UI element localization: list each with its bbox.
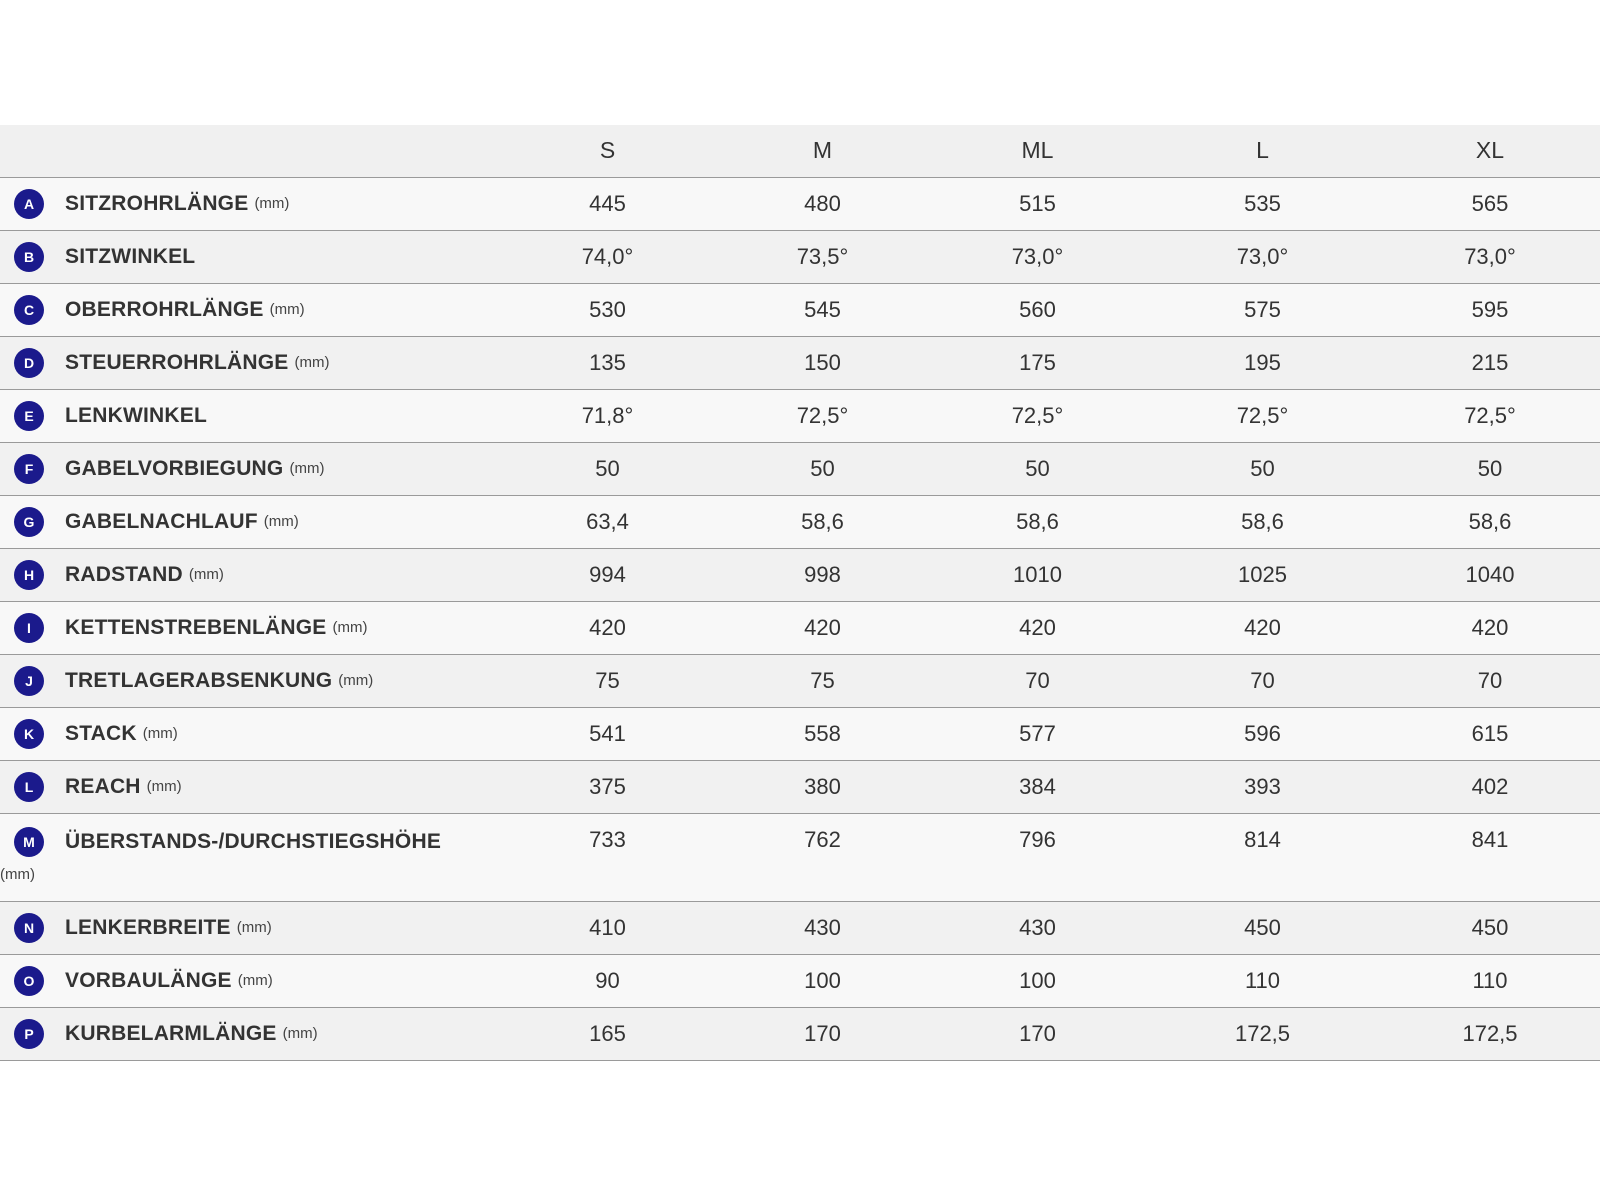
row-value-cell: 73,0° <box>1464 243 1516 269</box>
row-label-cell <box>0 283 500 336</box>
row-value-cell: 577 <box>1019 720 1056 746</box>
row-label-cell <box>0 954 500 1007</box>
row-label-cell <box>0 813 500 901</box>
row-unit: (mm) <box>142 725 178 742</box>
row-label-cell <box>0 901 500 954</box>
row-value-cell: 430 <box>1019 914 1056 940</box>
row-value-cell: 420 <box>1019 614 1056 640</box>
row-measurement-name: RADSTAND <box>65 562 183 586</box>
row-value-cell: 596 <box>1244 720 1281 746</box>
geometry-table-body <box>0 177 1600 1060</box>
table-row <box>0 654 1600 707</box>
row-value-cell: 100 <box>804 967 841 993</box>
row-label-cell <box>0 389 500 442</box>
row-letter-badge: L <box>14 772 44 802</box>
row-label <box>0 560 500 590</box>
row-measurement-name: LENKERBREITE <box>65 915 231 939</box>
row-value-cell: 215 <box>1471 349 1509 375</box>
table-row <box>0 707 1600 760</box>
row-value-cell: 50 <box>1250 455 1275 481</box>
row-label-cell <box>0 336 500 389</box>
table-row <box>0 813 1600 901</box>
row-label <box>0 666 500 696</box>
row-value-cell: 50 <box>1477 455 1503 481</box>
header-size-ml: ML <box>1021 137 1054 164</box>
row-unit: (mm) <box>146 778 182 795</box>
row-value-cell: 100 <box>1019 967 1056 993</box>
row-unit: (mm) <box>294 354 330 371</box>
row-measurement-name: STEUERROHRLÄNGE <box>65 350 289 374</box>
row-value-cell: 796 <box>1019 826 1056 852</box>
row-value-cell: 420 <box>804 614 841 640</box>
geometry-table-header <box>0 125 1600 177</box>
row-unit: (mm) <box>269 301 305 318</box>
row-value-cell: 73,5° <box>796 243 849 269</box>
row-value-cell: 150 <box>804 349 841 375</box>
row-value-cell: 420 <box>1471 614 1509 640</box>
row-label <box>0 913 500 943</box>
row-value-cell: 994 <box>589 561 626 587</box>
row-value-cell: 58,6 <box>1016 508 1059 534</box>
row-value-cell: 165 <box>589 1020 626 1046</box>
table-row <box>0 230 1600 283</box>
row-value-cell: 50 <box>810 455 835 481</box>
row-label <box>0 772 500 802</box>
row-letter-badge: P <box>14 1019 44 1049</box>
row-label <box>0 189 500 219</box>
table-row <box>0 389 1600 442</box>
row-value-cell: 72,5° <box>796 402 849 428</box>
row-value-cell: 90 <box>595 967 620 993</box>
row-value-cell: 445 <box>589 190 626 216</box>
row-value-cell: 74,0° <box>581 243 634 269</box>
table-row <box>0 283 1600 336</box>
row-unit: (mm) <box>289 460 325 477</box>
row-value-cell: 558 <box>804 720 841 746</box>
row-letter-badge: A <box>14 189 44 219</box>
table-row <box>0 760 1600 813</box>
row-value-cell: 72,5° <box>1011 402 1064 428</box>
row-label <box>0 401 500 431</box>
table-row <box>0 548 1600 601</box>
row-label-cell <box>0 548 500 601</box>
geometry-table <box>0 125 1600 1061</box>
row-value-cell: 565 <box>1471 190 1509 216</box>
row-unit: (mm) <box>236 919 272 936</box>
row-value-cell: 50 <box>1025 455 1050 481</box>
row-unit: (mm) <box>282 1025 318 1042</box>
row-label <box>0 613 500 643</box>
row-value-cell: 420 <box>1244 614 1281 640</box>
row-label-cell <box>0 177 500 230</box>
row-letter-badge: E <box>14 401 44 431</box>
table-row <box>0 601 1600 654</box>
row-measurement-name: STACK <box>65 721 137 745</box>
row-value-cell: 50 <box>595 455 620 481</box>
row-value-cell: 75 <box>595 667 620 693</box>
table-row <box>0 495 1600 548</box>
row-value-cell: 1040 <box>1465 561 1515 587</box>
row-letter-badge: O <box>14 966 44 996</box>
row-letter-badge: I <box>14 613 44 643</box>
table-row <box>0 442 1600 495</box>
row-letter-badge: N <box>14 913 44 943</box>
row-unit: (mm) <box>332 619 368 636</box>
row-label <box>0 242 500 272</box>
row-value-cell: 530 <box>589 296 626 322</box>
row-measurement-name: GABELNACHLAUF <box>65 509 258 533</box>
row-letter-badge: J <box>14 666 44 696</box>
row-value-cell: 430 <box>804 914 841 940</box>
row-label-cell <box>0 230 500 283</box>
row-value-cell: 384 <box>1019 773 1056 799</box>
row-value-cell: 515 <box>1019 190 1056 216</box>
row-measurement-name: OBERROHRLÄNGE <box>65 297 264 321</box>
row-letter-badge: D <box>14 348 44 378</box>
row-value-cell: 393 <box>1244 773 1281 799</box>
row-value-cell: 1010 <box>1013 561 1062 587</box>
row-value-cell: 170 <box>804 1020 841 1046</box>
row-value-cell: 135 <box>589 349 626 375</box>
row-value-cell: 195 <box>1244 349 1281 375</box>
table-row <box>0 954 1600 1007</box>
row-value-cell: 841 <box>1471 826 1509 852</box>
row-label <box>0 295 500 325</box>
row-value-cell: 535 <box>1244 190 1281 216</box>
table-row <box>0 901 1600 954</box>
row-label-cell <box>0 442 500 495</box>
row-value-cell: 402 <box>1471 773 1509 799</box>
row-value-cell: 450 <box>1471 914 1509 940</box>
row-value-cell: 70 <box>1250 667 1275 693</box>
row-label <box>0 454 500 484</box>
row-measurement-name: KURBELARMLÄNGE <box>65 1021 277 1045</box>
row-letter-badge: H <box>14 560 44 590</box>
row-value-cell: 58,6 <box>1241 508 1284 534</box>
row-letter-badge: C <box>14 295 44 325</box>
row-value-cell: 545 <box>804 296 841 322</box>
row-unit: (mm) <box>237 972 273 989</box>
header-size-xl: XL <box>1475 137 1505 164</box>
row-label <box>0 966 500 996</box>
header-size-s: S <box>599 137 616 164</box>
row-label-cell <box>0 495 500 548</box>
row-unit: (mm) <box>188 566 224 583</box>
row-value-cell: 375 <box>589 773 626 799</box>
header-label-cell <box>0 125 500 177</box>
row-unit: (mm) <box>338 672 374 689</box>
row-value-cell: 73,0° <box>1236 243 1289 269</box>
row-value-cell: 71,8° <box>581 402 634 428</box>
row-measurement-name: SITZWINKEL <box>65 244 196 268</box>
row-value-cell: 595 <box>1471 296 1509 322</box>
row-measurement-name: KETTENSTREBENLÄNGE <box>65 615 327 639</box>
row-value-cell: 380 <box>804 773 841 799</box>
row-unit: (mm) <box>263 513 299 530</box>
row-unit: (mm) <box>254 195 290 212</box>
row-unit: (mm) <box>0 865 35 883</box>
row-measurement-name: LENKWINKEL <box>65 403 207 427</box>
row-value-cell: 170 <box>1019 1020 1056 1046</box>
row-value-cell: 172,5 <box>1462 1020 1518 1046</box>
row-label <box>0 348 500 378</box>
row-value-cell: 70 <box>1477 667 1503 693</box>
row-value-cell: 1025 <box>1238 561 1287 587</box>
row-letter-badge: M <box>14 827 44 857</box>
row-letter-badge: F <box>14 454 44 484</box>
row-letter-badge: B <box>14 242 44 272</box>
row-label <box>0 1019 500 1049</box>
table-row <box>0 177 1600 230</box>
header-size-m: M <box>812 137 833 164</box>
row-label-cell <box>0 601 500 654</box>
row-value-cell: 110 <box>1244 967 1281 993</box>
row-value-cell: 72,5° <box>1464 402 1516 428</box>
row-value-cell: 70 <box>1025 667 1050 693</box>
row-label-cell <box>0 707 500 760</box>
row-value-cell: 998 <box>804 561 841 587</box>
row-value-cell: 480 <box>804 190 841 216</box>
row-measurement-name: VORBAULÄNGE <box>65 968 232 992</box>
table-row <box>0 336 1600 389</box>
row-value-cell: 172,5 <box>1234 1020 1291 1046</box>
row-label <box>0 719 500 749</box>
row-letter-badge: K <box>14 719 44 749</box>
row-value-cell: 420 <box>589 614 626 640</box>
row-measurement-name: SITZROHRLÄNGE <box>65 191 249 215</box>
row-value-cell: 733 <box>589 826 626 852</box>
header-size-l: L <box>1256 137 1269 164</box>
row-value-cell: 58,6 <box>801 508 844 534</box>
row-label-cell <box>0 760 500 813</box>
row-value-cell: 75 <box>810 667 835 693</box>
row-value-cell: 814 <box>1244 826 1281 852</box>
table-row <box>0 1007 1600 1060</box>
row-value-cell: 73,0° <box>1011 243 1064 269</box>
row-value-cell: 72,5° <box>1236 402 1289 428</box>
row-value-cell: 110 <box>1472 967 1508 993</box>
row-value-cell: 63,4 <box>586 508 629 534</box>
row-value-cell: 615 <box>1471 720 1509 746</box>
row-measurement-name: TRETLAGERABSENKUNG <box>65 668 333 692</box>
row-value-cell: 410 <box>589 914 626 940</box>
row-measurement-name: GABELVORBIEGUNG <box>65 456 284 480</box>
row-label-cell <box>0 1007 500 1060</box>
row-value-cell: 450 <box>1244 914 1281 940</box>
row-measurement-name: REACH <box>65 774 141 798</box>
header-row <box>0 125 1600 177</box>
row-measurement-name: ÜBERSTANDS-/DURCHSTIEGSHÖHE <box>65 829 442 853</box>
row-value-cell: 762 <box>804 826 841 852</box>
row-label <box>0 507 500 537</box>
row-label <box>0 827 500 857</box>
row-value-cell: 58,6 <box>1468 508 1512 534</box>
row-letter-badge: G <box>14 507 44 537</box>
row-value-cell: 175 <box>1019 349 1056 375</box>
row-value-cell: 575 <box>1244 296 1281 322</box>
row-value-cell: 541 <box>589 720 626 746</box>
row-value-cell: 560 <box>1019 296 1056 322</box>
row-label-cell <box>0 654 500 707</box>
